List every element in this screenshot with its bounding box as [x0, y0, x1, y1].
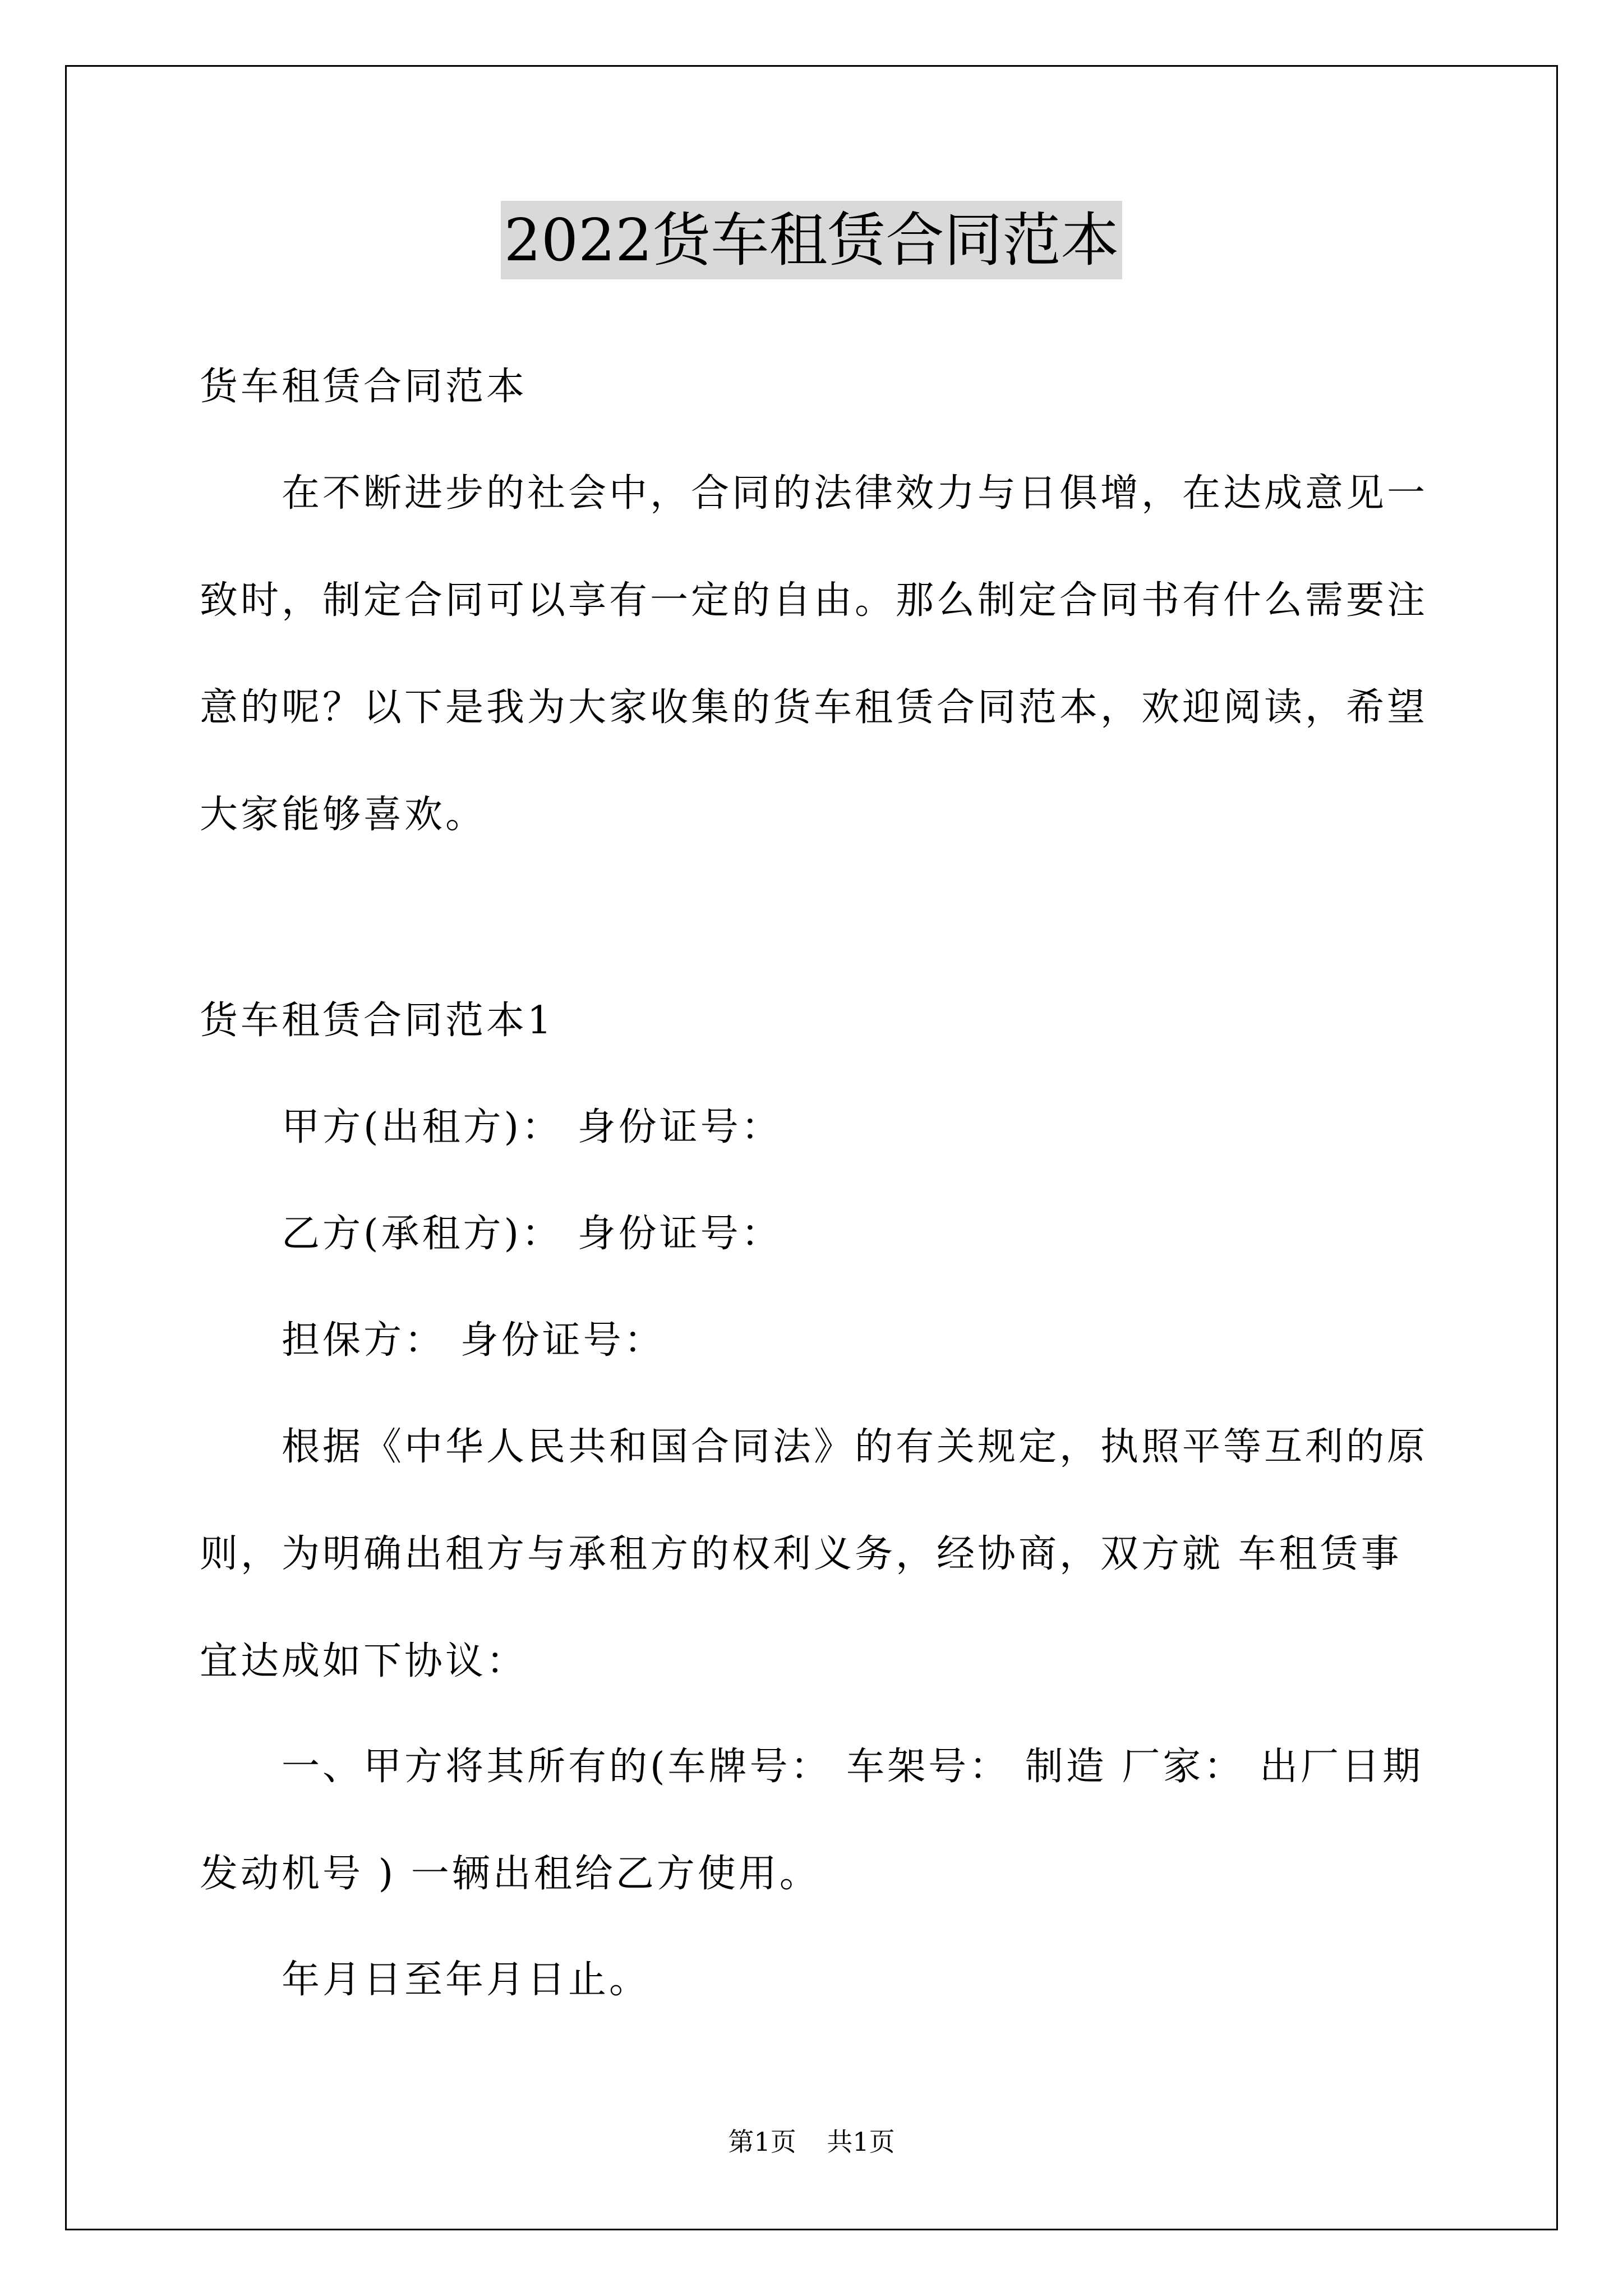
party-a-line: 甲方(出租方)： 身份证号： [282, 1105, 782, 1149]
document-title: 2022货车租赁合同范本 [501, 201, 1123, 279]
section-heading: 货车租赁合同范本1 [200, 999, 555, 1043]
intro-paragraph: 在不断进步的社会中，合同的法律效力与日俱增，在达成意见一致时，制定合同可以享有一定的自由。那么制定合同书有什么需要注意的呢？以下是我为大家收集的货车租赁合同范本，欢迎阅读，希望大家能够喜欢。 [200, 471, 1428, 837]
party-b-line: 乙方(承租方)： 身份证号： [282, 1212, 782, 1256]
agreement-basis-paragraph: 根据《中华人民共和国合同法》的有关规定，执照平等互利的原则，为明确出租方与承租方的权利义务，经协商，双方就 车租赁事宜达成如下协议： [200, 1425, 1428, 1683]
title-container [0, 201, 1623, 279]
page-footer: 第1页 共1页 [728, 2127, 895, 2157]
lease-period-line: 年月日至年月日止。 [282, 1958, 651, 2002]
guarantor-line: 担保方： 身份证号： [282, 1318, 665, 1363]
subtitle: 货车租赁合同范本 [200, 365, 528, 409]
clause-one-paragraph: 一、甲方将其所有的(车牌号： 车架号： 制造 厂家： 出厂日期 发动机号 ) 一辆出租给乙方使用。 [200, 1745, 1423, 1896]
